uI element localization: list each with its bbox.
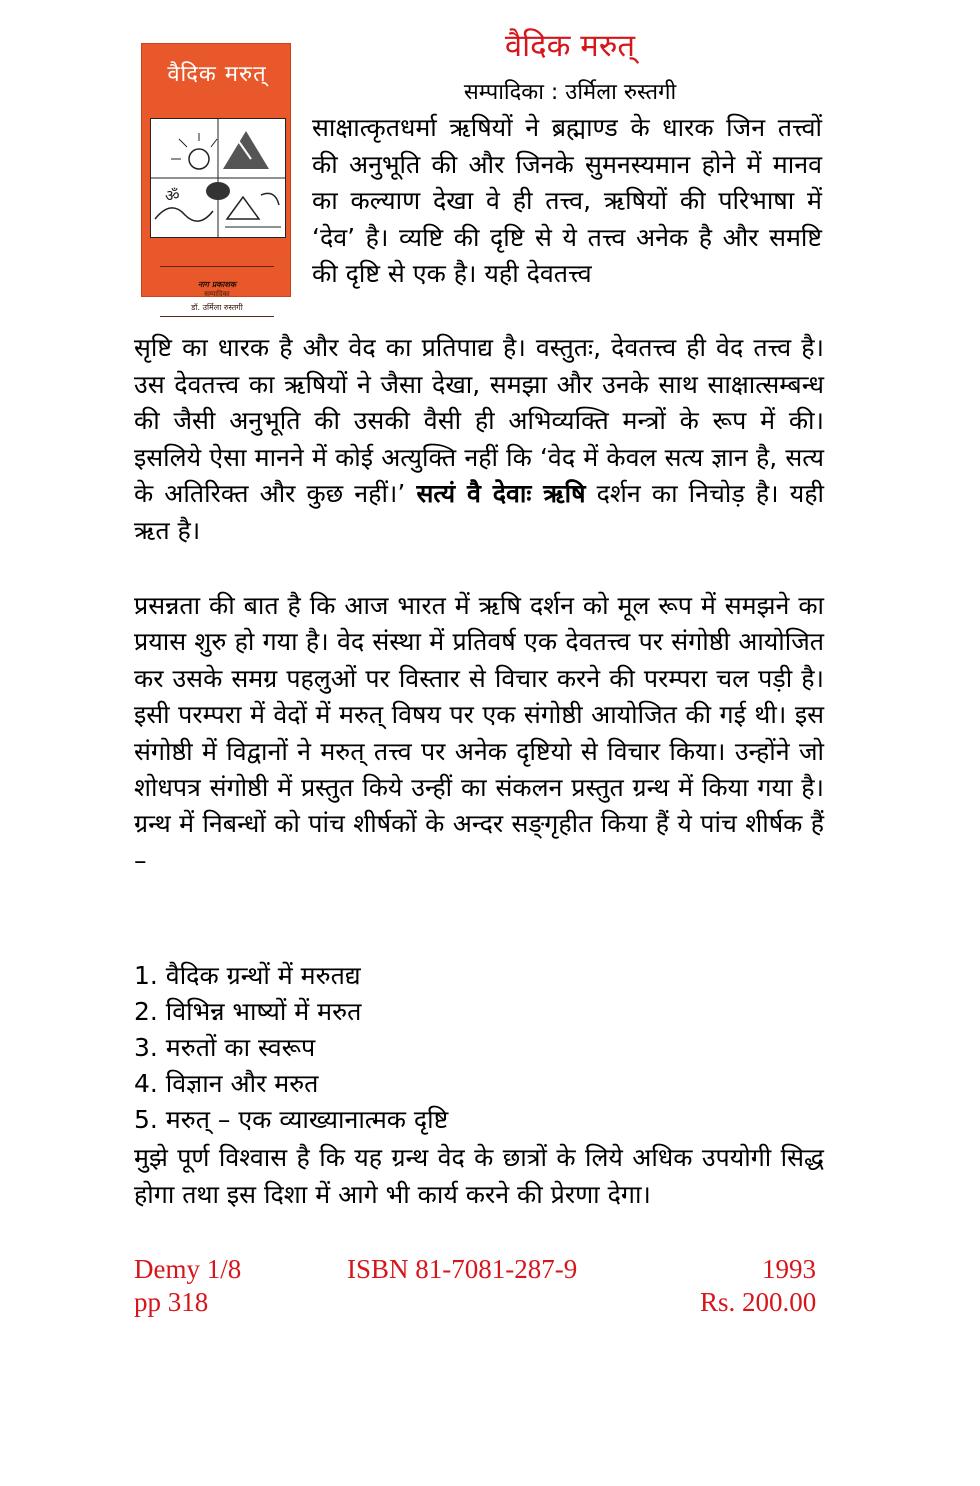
second-paragraph-end: दर्शन का निचोड़ है। यही ऋत है। bbox=[134, 479, 824, 545]
list-item: 1. वैदिक ग्रन्थों में मरुतद्य bbox=[134, 961, 361, 990]
cover-publisher: नाग प्रकाशक bbox=[197, 280, 237, 289]
year-label: 1993 bbox=[762, 1254, 816, 1284]
cover-illustration-art bbox=[151, 119, 285, 237]
quote-bold: सत्यं वै देवाः ऋषि bbox=[416, 479, 586, 509]
book-cover-image bbox=[141, 43, 291, 312]
list-item: 4. विज्ञान और मरुत bbox=[134, 1069, 319, 1098]
cover-divider bbox=[160, 266, 274, 267]
topics-list bbox=[134, 958, 448, 1138]
svg-text:ॐ: ॐ bbox=[165, 186, 180, 205]
list-item: 2. विभिन्न भाष्यों में मरुत bbox=[134, 997, 362, 1026]
second-paragraph bbox=[134, 330, 824, 550]
cover-editor-label: सम्पादिका bbox=[204, 290, 230, 298]
closing-paragraph: मुझे पूर्ण विश्वास है कि यह ग्रन्थ वेद के छात्रों के लिये अधिक उपयोगी सिद्ध होगा तथा इस दिशा में आगे भी कार्य करने की प्रेरणा देगा। bbox=[134, 1143, 824, 1209]
cover-illustration bbox=[150, 118, 286, 238]
price-label: Rs. 200.00 bbox=[700, 1287, 817, 1317]
book-title: वैदिक मरुत् bbox=[504, 28, 636, 64]
format-label: Demy 1/8 bbox=[134, 1254, 242, 1284]
cover-title: वैदिक मरुत् bbox=[167, 62, 267, 87]
isbn-label: ISBN 81-7081-287-9 bbox=[347, 1254, 578, 1284]
third-paragraph: प्रसन्नता की बात है कि आज भारत में ऋषि दर्शन को मूल रूप में समझने का प्रयास शुरु हो गया है। वेद संस्था में प्रतिवर्ष एक देवतत्त्व पर संगोष्ठी आयोजित कर उसके समग्र पहलुओं पर विस्तार से विचार करने की परम्परा चल पड़ी है। इसी परम्परा में वेदों में मरुत् विषय पर एक संगोष्ठी आयोजित की गई थी। इस संगोष्ठी में विद्वानों ने मरुत् तत्त्व पर अनेक दृष्टियो से विचार किया। उन्होंने जो शोधपत्र संगोष्ठी में प्रस्तुत किये उन्हीं का संकलन प्रस्तुत ग्रन्थ में किया गया है। ग्रन्थ में निबन्धों को पांच शीर्षकों के अन्दर सङ्गृहीत किया हैं ये पांच शीर्षक हैं – bbox=[134, 591, 824, 875]
intro-paragraph: साक्षात्कृतधर्मा ऋषियों ने ब्रह्माण्ड के धारक जिन तत्त्वों की अनुभूति की और जिनके सुमनस्यमान होने में मानव का कल्याण देखा वे ही तत्त्व, ऋषियों की परिभाषा में ‘देव’ है। व्यष्टि की दृष्टि से ये तत्त्व अनेक है और समष्टि की दृष्टि से एक है। यही देवतत्त्व bbox=[312, 113, 822, 289]
cover-divider-lower bbox=[160, 316, 274, 317]
list-item: 3. मरुतों का स्वरूप bbox=[134, 1033, 316, 1062]
list-item: 5. मरुत् – एक व्याख्यानात्मक दृष्टि bbox=[134, 1105, 449, 1134]
pages-label: pp 318 bbox=[134, 1287, 209, 1317]
cover-editor-name: डॉ. उर्मिला रुस्तगी bbox=[191, 303, 243, 312]
editor-line: सम्पादिका : उर्मिला रुस्तगी bbox=[463, 80, 677, 105]
second-paragraph-text: सृष्टि का धारक है और वेद का प्रतिपाद्य है। वस्तुतः, देवतत्त्व ही वेद तत्त्व है। उस देवतत्त्व का ऋषियों ने जैसा देखा, समझा और उनके साथ साक्षात्सम्बन्ध की जैसी अनुभूति की उसकी वैसी ही अभिव्यक्ति मन्त्रों के रूप में की। इसलिये ऐसा मानने में कोई अत्युक्ति नहीं कि ‘वेद में केवल सत्य ज्ञान है, सत्य के अतिरिक्त और कुछ नहीं।’ bbox=[134, 333, 824, 509]
